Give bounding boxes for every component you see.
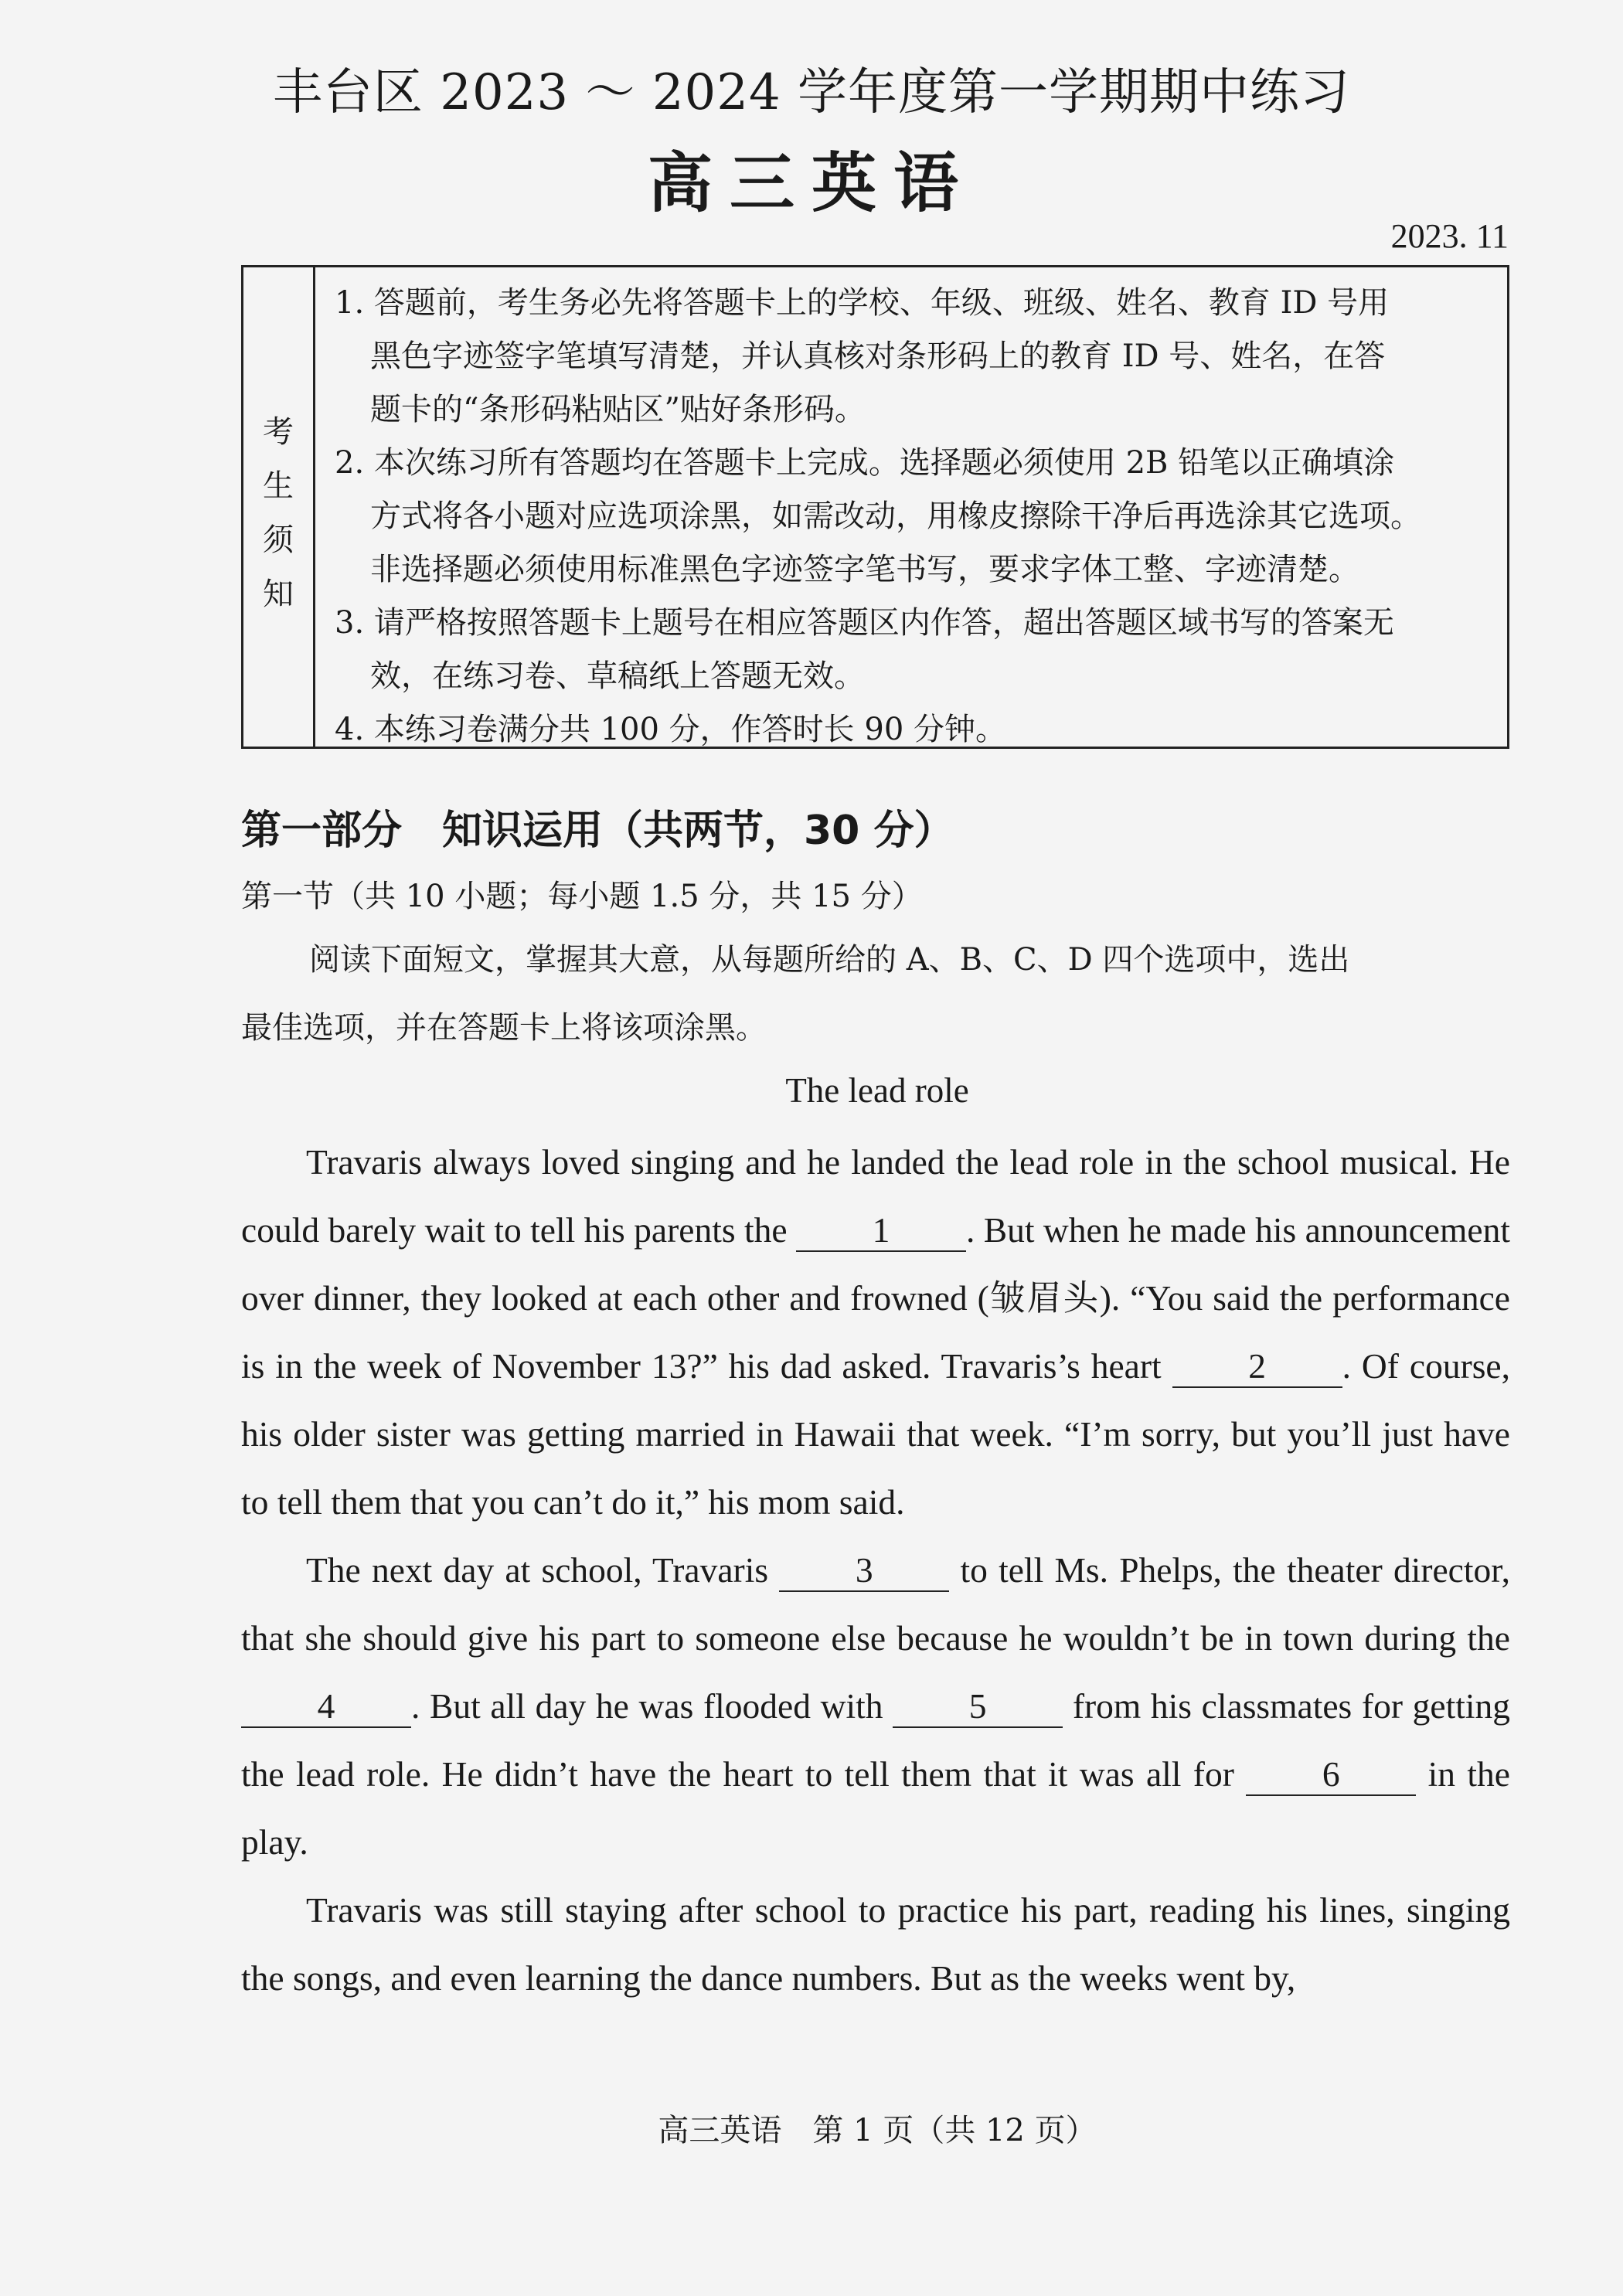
passage-title: The lead role: [785, 1071, 969, 1110]
passage-text: . But when he made his announcement over dinner, they looked at each other and frowned (皱眉头). “You said the performance is in the week of November 13?” his dad asked. Travaris’s heart: [241, 1210, 1510, 1386]
notice-line: 黑色字迹签字笔填写清楚，并认真核对条形码上的教育 ID 号、姓名，在答: [370, 338, 1386, 374]
exam-title: 丰台区 2023 ～ 2024 学年度第一学期期中练习: [272, 64, 1351, 121]
notice-label-char: 须: [263, 522, 294, 558]
notice-line: 1. 答题前，考生务必先将答题卡上的学校、年级、班级、姓名、教育 ID 号用: [335, 285, 1390, 321]
notice-label-char: 知: [263, 577, 294, 612]
part-heading: 第一部分 知识运用（共两节，30 分）: [241, 808, 954, 854]
passage-text: to tell Ms. Phelps, the theater director, that she should give his part to someone else because he wouldn’t be in town during the: [241, 1550, 1510, 1658]
section-heading: 第一节（共 10 小题；每小题 1.5 分，共 15 分）: [241, 879, 923, 914]
blank-2: 2: [1172, 1346, 1342, 1388]
notice-line: 方式将各小题对应选项涂黑，如需改动，用橡皮擦除干净后再选涂其它选项。: [370, 498, 1421, 534]
blank-5: 5: [893, 1686, 1063, 1728]
blank-4: 4: [241, 1686, 411, 1728]
notice-line: 效，在练习卷、草稿纸上答题无效。: [370, 658, 865, 694]
page-footer: 高三英语 第 1 页（共 12 页）: [658, 2113, 1097, 2148]
notice-label: [243, 405, 313, 621]
instruction-line: 最佳选项，并在答题卡上将该项涂黑。: [241, 1010, 767, 1046]
notice-line: 非选择题必须使用标准黑色字迹签字笔书写，要求字体工整、字迹清楚。: [370, 552, 1359, 587]
subject-title: 高三英语: [647, 145, 975, 221]
passage-body: [241, 1128, 1510, 2012]
passage-text: Travaris always loved singing and he landed the lead role in the school musical. He could barely wait to tell his parents the: [241, 1142, 1510, 1250]
instruction-line: 阅读下面短文，掌握其大意，从每题所给的 A、B、C、D 四个选项中，选出: [309, 942, 1350, 978]
passage-text: in the play.: [241, 1754, 1510, 1862]
notice-label-char: 生: [263, 468, 294, 504]
passage-text: Travaris was still staying after school to practice his part, reading his lines, singing the songs, and even learning the dance numbers. But as the weeks went by,: [241, 1890, 1510, 1998]
blank-6: 6: [1246, 1754, 1416, 1796]
notice-items: [335, 277, 1486, 757]
notice-line: 3. 请严格按照答题卡上题号在相应答题区内作答，超出答题区域书写的答案无: [335, 605, 1394, 641]
section-instructions: [241, 926, 1509, 1062]
candidate-notice-box: [241, 265, 1509, 749]
notice-line: 题卡的“条形码粘贴区”贴好条形码。: [370, 392, 866, 427]
passage-paragraph: [241, 1536, 1510, 1876]
notice-line: 2. 本次练习所有答题均在答题卡上完成。选择题必须使用 2B 铅笔以正确填涂: [335, 445, 1395, 481]
passage-paragraph: [241, 1128, 1510, 1536]
passage-paragraph: [241, 1876, 1510, 2012]
blank-1: 1: [796, 1210, 966, 1252]
exam-date: 2023. 11: [1390, 217, 1509, 255]
passage-text: . Of course, his older sister was getting married in Hawaii that week. “I’m sorry, but you’ll just have to tell them that you can’t do it,” his mom said.: [241, 1346, 1510, 1522]
notice-label-column: [243, 267, 315, 747]
notice-label-char: 考: [263, 414, 294, 450]
passage-text: . But all day he was flooded with: [411, 1686, 893, 1726]
blank-3: 3: [779, 1550, 949, 1592]
passage-text: from his classmates for getting the lead role. He didn’t have the heart to tell them that it was all for: [241, 1686, 1510, 1794]
passage-text: The next day at school, Travaris: [306, 1550, 780, 1590]
notice-line: 4. 本练习卷满分共 100 分，作答时长 90 分钟。: [335, 712, 1006, 747]
